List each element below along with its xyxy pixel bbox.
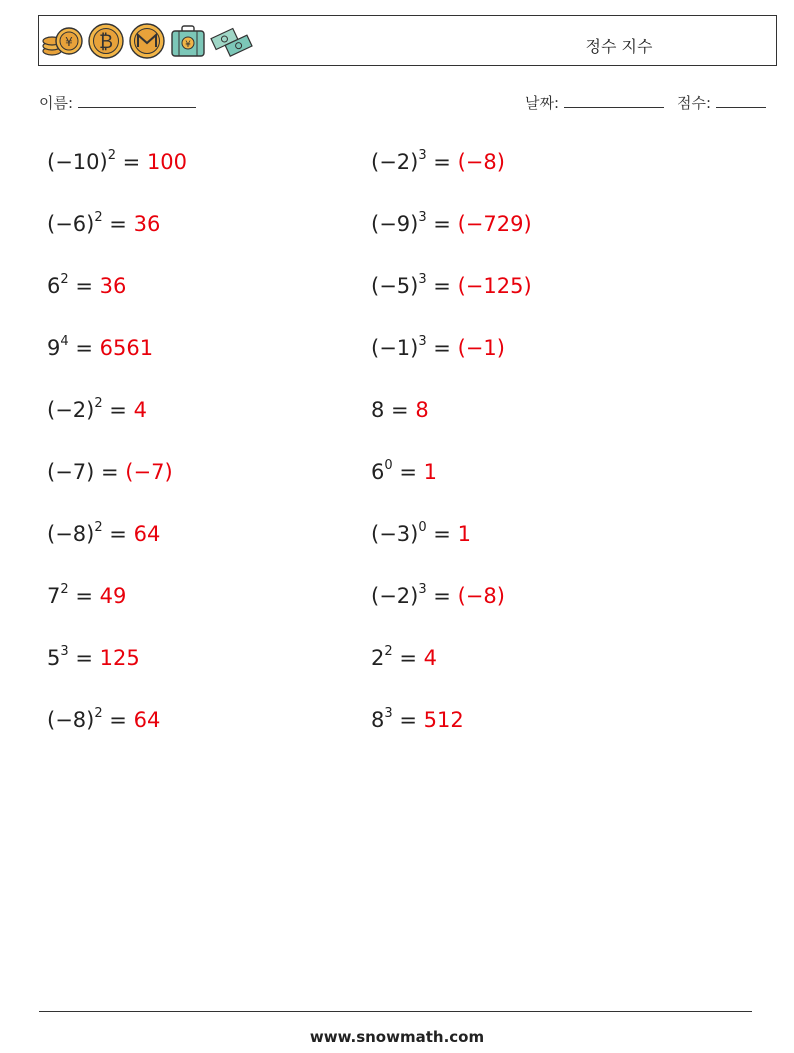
problem-item: $(-8)^2 = 64$	[47, 706, 161, 732]
svg-text:₿: ₿	[98, 31, 114, 53]
date-label: 날짜:	[525, 94, 560, 112]
answer: 512	[423, 708, 464, 732]
footer-url[interactable]: www.snowmath.com	[309, 1028, 485, 1046]
answer: 49	[99, 584, 127, 608]
footer-divider	[39, 1011, 752, 1012]
answer: 64	[133, 708, 161, 732]
answer: 4	[423, 646, 437, 670]
score-label: 점수:	[677, 94, 712, 112]
problem-item: $2^2 = 4$	[371, 644, 437, 670]
name-blank[interactable]	[78, 93, 196, 108]
problem-item: $8^3 = 512$	[371, 706, 464, 732]
coin-stack-icon	[42, 25, 84, 57]
problem-item: $(-3)^0 = 1$	[371, 520, 471, 546]
problem-item: $6^2 = 36$	[47, 272, 127, 298]
score-field	[677, 92, 766, 113]
answer: (−1)	[457, 336, 505, 360]
answer: (−7)	[125, 460, 173, 484]
answer: 64	[133, 522, 161, 546]
problem-item: 8 = 8	[371, 398, 429, 422]
answer: 36	[133, 212, 161, 236]
problem-item: $(-8)^2 = 64$	[47, 520, 161, 546]
answer: (−8)	[457, 584, 505, 608]
problem-item: $(-9)^3 = (-729)$	[371, 210, 532, 236]
banknotes-icon	[210, 22, 254, 60]
answer: (−125)	[457, 274, 532, 298]
problem-item: $(-2)^3 = (-8)$	[371, 148, 505, 174]
answer: 6561	[99, 336, 154, 360]
problem-item: (−7) = (−7)	[47, 460, 173, 484]
date-field	[525, 92, 664, 113]
problem-item: $(-1)^3 = (-1)$	[371, 334, 505, 360]
problem-item: $(-5)^3 = (-125)$	[371, 272, 532, 298]
answer: 1	[423, 460, 437, 484]
svg-text:¥: ¥	[185, 40, 191, 50]
problem-item: $6^0 = 1$	[371, 458, 437, 484]
answer: 125	[99, 646, 140, 670]
date-blank[interactable]	[564, 93, 664, 108]
name-label: 이름:	[39, 94, 74, 112]
problem-item: $(-2)^2 = 4$	[47, 396, 147, 422]
yen-briefcase-icon	[169, 22, 207, 60]
answer: (−8)	[457, 150, 505, 174]
worksheet-title: 정수 지수	[585, 37, 653, 56]
answer: 4	[133, 398, 147, 422]
svg-text:¥: ¥	[65, 35, 73, 49]
header-icons	[42, 22, 254, 60]
problem-item: $5^3 = 125$	[47, 644, 140, 670]
monero-icon	[128, 22, 166, 60]
problem-item: $(-10)^2 = 100$	[47, 148, 188, 174]
answer: 8	[415, 398, 429, 422]
score-blank[interactable]	[716, 93, 766, 108]
answer: 1	[457, 522, 471, 546]
name-field	[39, 92, 196, 113]
bitcoin-icon	[87, 22, 125, 60]
answer: (−729)	[457, 212, 532, 236]
worksheet-header	[38, 15, 777, 66]
problem-item: $(-2)^3 = (-8)$	[371, 582, 505, 608]
problem-item: $7^2 = 49$	[47, 582, 127, 608]
answer: 36	[99, 274, 127, 298]
problem-item: $9^4 = 6561$	[47, 334, 154, 360]
answer: 100	[146, 150, 188, 174]
problem-item: $(-6)^2 = 36$	[47, 210, 161, 236]
